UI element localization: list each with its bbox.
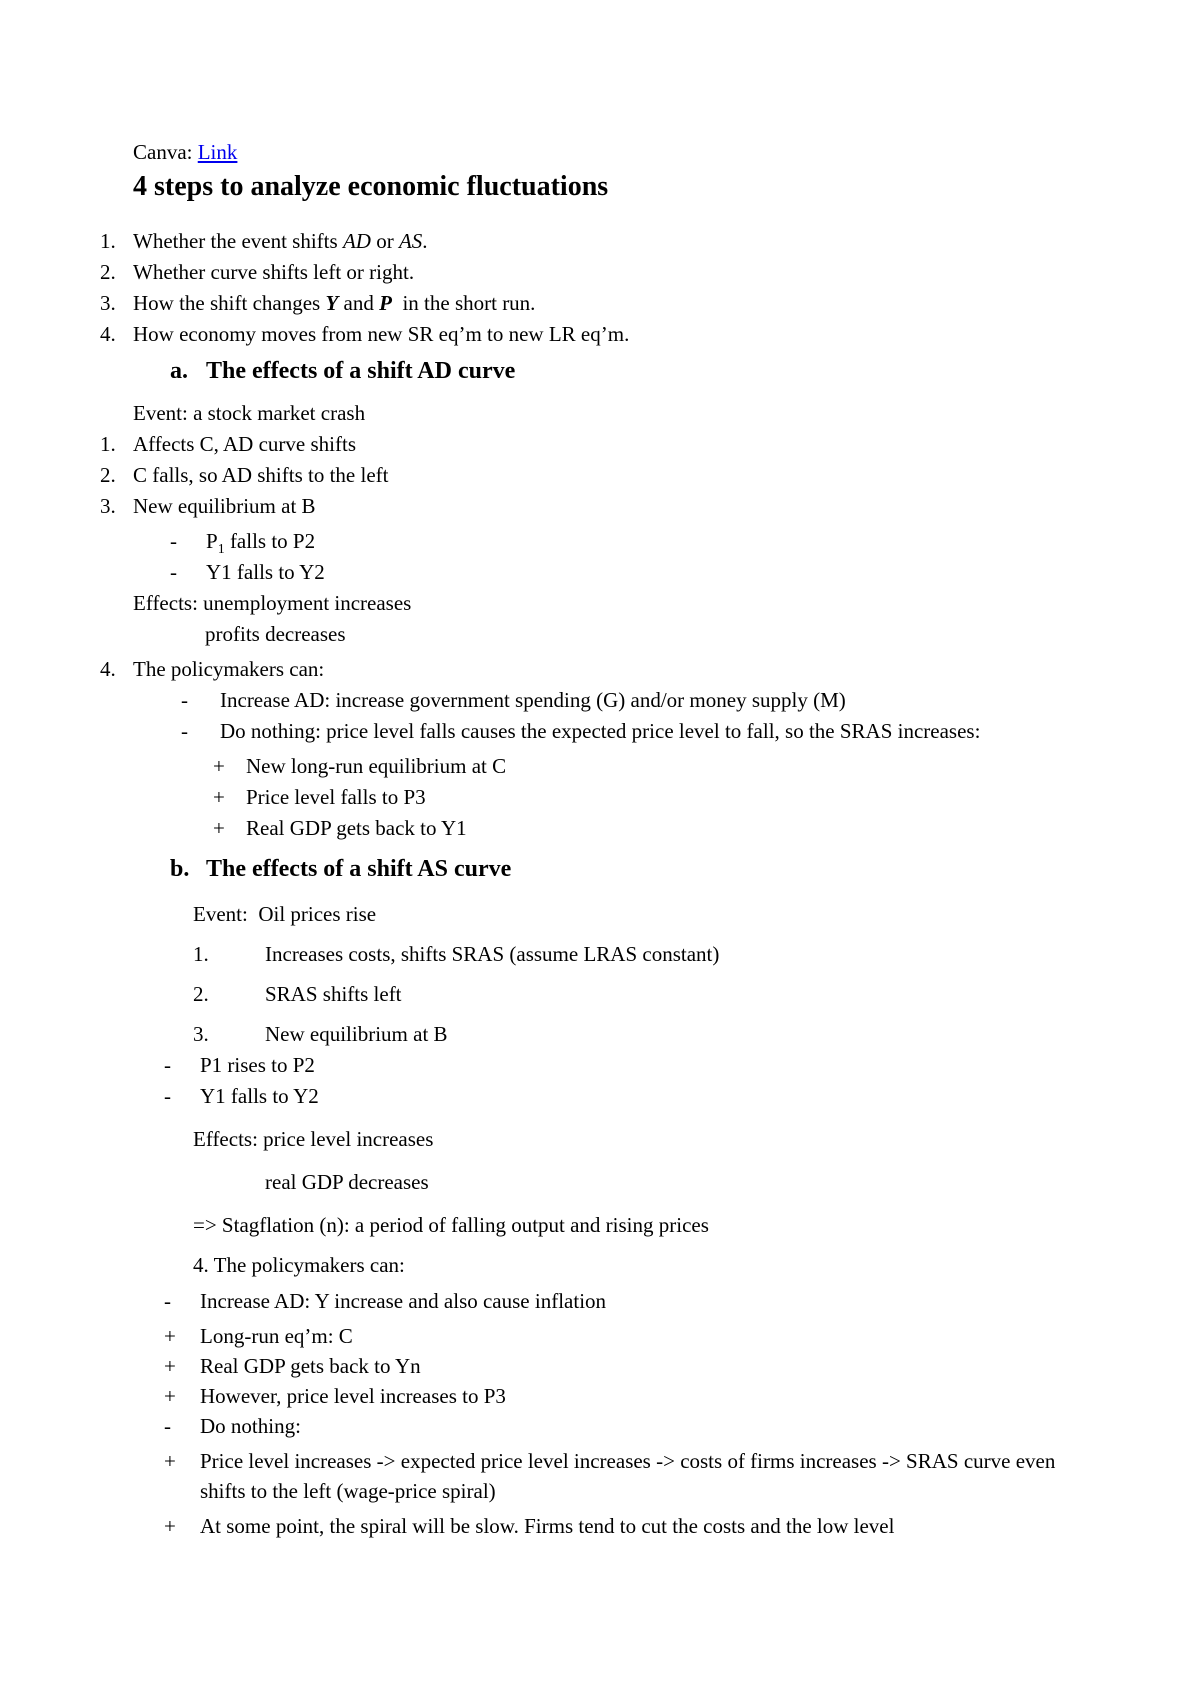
section-a-sub-y1 bbox=[0, 557, 1200, 588]
section-b-plus-5 bbox=[0, 1511, 1200, 1541]
section-a-effects-1: Effects: unemployment increases bbox=[133, 591, 412, 615]
dash-bullet: - bbox=[164, 1053, 171, 1077]
list-number: 3. bbox=[100, 494, 116, 518]
canva-label: Canva: bbox=[133, 140, 198, 164]
plus-bullet: + bbox=[213, 785, 225, 809]
plus-text: Real GDP gets back to Y1 bbox=[246, 816, 467, 840]
dash-bullet: - bbox=[164, 1084, 171, 1108]
step-text: Whether curve shifts left or right. bbox=[133, 260, 415, 284]
sub-item-text: P1 rises to P2 bbox=[200, 1053, 315, 1077]
section-b-sub-p1 bbox=[0, 1050, 1200, 1081]
plus-text: Price level falls to P3 bbox=[246, 785, 426, 809]
section-b-plus-1 bbox=[0, 1321, 1200, 1351]
term-AS: AS bbox=[398, 229, 423, 253]
section-b-sub-y1 bbox=[0, 1081, 1200, 1112]
page-title: 4 steps to analyze economic fluctuations bbox=[133, 171, 609, 202]
section-b-stagflation: => Stagflation (n): a period of falling output and rising prices bbox=[193, 1213, 709, 1237]
intro-step-3: 3. How the shift changes Y and P in the short run. bbox=[0, 288, 1200, 319]
intro-step-1: 1. Whether the event shifts AD or AS. bbox=[0, 226, 1200, 257]
term-AD: AD bbox=[342, 229, 371, 253]
section-a-item-1 bbox=[0, 429, 1200, 460]
policy-text: Price level increases -> expected price level increases -> costs of firms increases -> SRAS curve even shifts to the left (wage-price spiral) bbox=[200, 1449, 1056, 1503]
section-b-item-1 bbox=[0, 939, 1200, 970]
sub-item-text: $P_1$ falls to P2 bbox=[206, 529, 316, 558]
item-text: New equilibrium at B bbox=[133, 494, 316, 518]
policy-text: Increase AD: increase government spending (G) and/or money supply (M) bbox=[220, 688, 846, 712]
dash-bullet: - bbox=[181, 688, 188, 712]
section-b-heading bbox=[0, 854, 1200, 885]
section-a-item-2 bbox=[0, 460, 1200, 491]
section-b-effects-2: real GDP decreases bbox=[265, 1170, 429, 1194]
list-number: 4. bbox=[100, 322, 116, 346]
section-title: The effects of a shift AD curve bbox=[206, 358, 516, 384]
item-text: Increases costs, shifts SRAS (assume LRAS constant) bbox=[265, 942, 720, 966]
canva-link[interactable]: Link bbox=[197, 140, 238, 164]
plus-bullet: + bbox=[213, 816, 225, 840]
section-b-plus-3 bbox=[0, 1381, 1200, 1411]
item-text: New equilibrium at B bbox=[265, 1022, 448, 1046]
dash-bullet: - bbox=[164, 1289, 171, 1313]
plus-bullet: + bbox=[213, 754, 225, 778]
plus-text: New long-run equilibrium at C bbox=[246, 754, 507, 778]
step-text: How economy moves from new SR eq’m to new LR eq’m. bbox=[133, 322, 630, 346]
list-number: 1. bbox=[193, 942, 209, 966]
section-a-policy-dash-1 bbox=[0, 685, 1200, 716]
section-b-policy-dash-1 bbox=[0, 1286, 1200, 1316]
policy-text: At some point, the spiral will be slow. Firms tend to cut the costs and the low level bbox=[200, 1514, 895, 1538]
policy-text: Increase AD: Y increase and also cause inflation bbox=[200, 1289, 607, 1313]
section-b-plus-2 bbox=[0, 1351, 1200, 1381]
section-a-sub-p1 bbox=[0, 526, 1200, 557]
list-number: 2. bbox=[100, 463, 116, 487]
plus-bullet: + bbox=[164, 1354, 176, 1378]
policy-text: Long-run eq’m: C bbox=[200, 1324, 353, 1348]
step-text: How the shift changes bbox=[133, 291, 326, 315]
section-a-plus-1 bbox=[0, 751, 1200, 782]
list-number: 4. bbox=[100, 657, 116, 681]
policy-text: Do nothing: price level falls causes the expected price level to fall, so the SRAS increases: bbox=[220, 719, 981, 743]
list-number: 2. bbox=[193, 982, 209, 1006]
item-text: Affects C, AD curve shifts bbox=[133, 432, 356, 456]
section-a-item-4 bbox=[0, 654, 1200, 685]
item-text: SRAS shifts left bbox=[265, 982, 402, 1006]
plus-bullet: + bbox=[164, 1324, 176, 1348]
section-b-item-3 bbox=[0, 1019, 1200, 1050]
section-title: The effects of a shift AS curve bbox=[206, 856, 512, 882]
intro-step-2 bbox=[0, 257, 1200, 288]
list-number: 1. bbox=[100, 229, 116, 253]
dash-bullet: - bbox=[164, 1414, 171, 1438]
section-b-event: Event: Oil prices rise bbox=[193, 902, 377, 926]
section-a-policy-dash-2 bbox=[0, 716, 1200, 747]
section-a-plus-2 bbox=[0, 782, 1200, 813]
section-b-plus-4 bbox=[0, 1446, 1200, 1506]
section-b-policy-dash-2 bbox=[0, 1411, 1200, 1441]
step-text: Whether the event shifts bbox=[133, 229, 343, 253]
list-number: 2. bbox=[100, 260, 116, 284]
section-a-item-3 bbox=[0, 491, 1200, 522]
section-letter: b. bbox=[170, 856, 190, 882]
dash-bullet: - bbox=[170, 529, 177, 553]
item-text: The policymakers can: bbox=[133, 657, 325, 681]
item-text: C falls, so AD shifts to the left bbox=[133, 463, 389, 487]
plus-bullet: + bbox=[164, 1384, 176, 1408]
section-b-item-4: 4. The policymakers can: bbox=[193, 1253, 405, 1277]
section-a-event: Event: a stock market crash bbox=[133, 401, 366, 425]
dash-bullet: - bbox=[170, 560, 177, 584]
section-b-effects-1: Effects: price level increases bbox=[193, 1127, 434, 1151]
plus-bullet: + bbox=[164, 1514, 176, 1538]
intro-steps-list bbox=[0, 226, 1200, 350]
intro-step-4 bbox=[0, 319, 1200, 350]
policy-text: However, price level increases to P3 bbox=[200, 1384, 506, 1408]
sub-item-text: Y1 falls to Y2 bbox=[200, 1084, 319, 1108]
section-a-effects-2: profits decreases bbox=[205, 622, 346, 646]
list-number: 3. bbox=[100, 291, 116, 315]
term-P: P bbox=[379, 291, 392, 315]
policy-text: Real GDP gets back to Yn bbox=[200, 1354, 421, 1378]
sub-item-text: Y1 falls to Y2 bbox=[206, 560, 325, 584]
subscript-1: 1 bbox=[217, 542, 225, 558]
policy-text: Do nothing: bbox=[200, 1414, 301, 1438]
section-a-heading bbox=[0, 356, 1200, 387]
section-a-plus-3 bbox=[0, 813, 1200, 844]
canva-line bbox=[0, 139, 1200, 165]
list-number: 1. bbox=[100, 432, 116, 456]
section-b-item-2 bbox=[0, 979, 1200, 1010]
section-letter: a. bbox=[170, 358, 188, 384]
plus-bullet: + bbox=[164, 1449, 176, 1473]
dash-bullet: - bbox=[181, 719, 188, 743]
term-Y: Y bbox=[325, 291, 339, 315]
list-number: 3. bbox=[193, 1022, 209, 1046]
